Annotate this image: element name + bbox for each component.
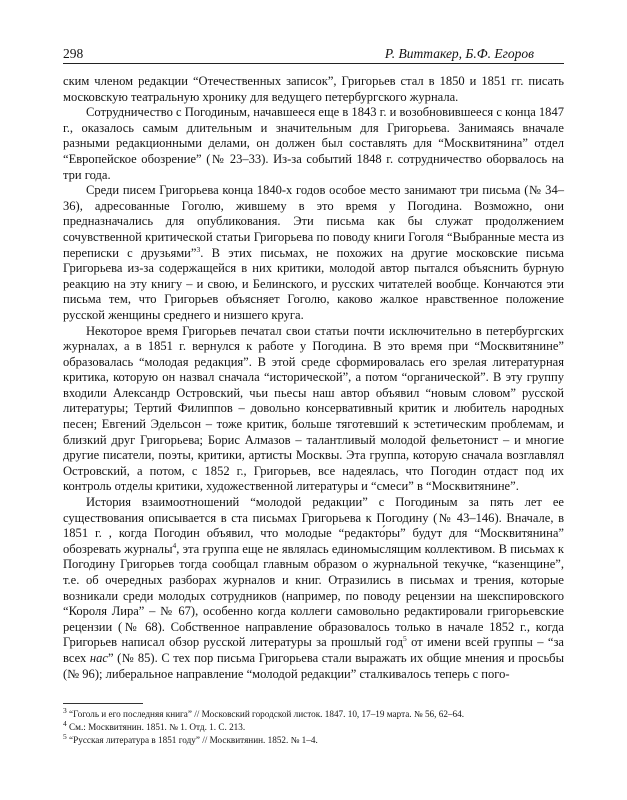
footnotes: [63, 705, 564, 748]
footnote-5: $^5$ “Русская литература в 1851 году” // Москвитянин. 1852. № 1–4.: [63, 732, 318, 746]
footnote-3: $^3$ “Гоголь и его последняя книга” // Московский городской листок. 1847. 10, 17–19 марта. № 56, 62–64.: [63, 705, 464, 719]
footnote-ref-4: 4: [172, 540, 177, 550]
header-rule: [63, 63, 564, 64]
page-header: [63, 44, 564, 62]
paragraph-3: Среди писем Григорьева конца 1840-х годов особое место занимают три письма (№ 34–36), адресованные Гоголю, жившему в это время у Погодина. Возможно, они предназначались для опубликования. Эти письма как бы служат продолжением сочувственной критической статьи Григорьева по поводу книги Гоголя “Выбранные места из переписки с друзьями”$^3$. В этих письмах, не похожих на другие московские письма Григорьева из-за содержащейся в них критики, молодой автор пытался объяснить бурную реакцию на эту книгу – и свою, и Белинского, и русских читателей вообще. Кончаются эти письма тем, что Григорьев объясняет Гоголю, каково жалкое нравственное положение русской женщины среднего и низшего круга.: [63, 183, 565, 322]
footnote-rule: [63, 703, 143, 704]
footnote-4: $^4$ См.: Москвитянин. 1851. № 1. Отд. 1. С. 213.: [63, 719, 246, 733]
page-number: 298: [63, 46, 84, 61]
footnote-ref-3: 3: [196, 244, 201, 254]
paragraph-4: Некоторое время Григорьев печатал свои статьи почти исключительно в петербургских журналах, а в 1851 г. вернулся к работе у Погодина. В это время при “Москвитянине” образовалась “молодая редакция”. В этой среде сформировалась его зрелая литературная критика, которую он назвал сначала “исторической”, а потом “органической”. В эту группу входили Александр Островский, чьи пьесы наш автор объявил “новым словом” русской литературы; Тертий Филиппов – довольно консервативный критик и любитель народных песен; Евгений Эдельсон – тоже критик, больше тяготевший к эстетическим проблемам, и близкий друг Григорьева; Борис Алмазов – талантливый молодой фельетонист – и многие другие писатели, поэты, критики, артисты Москвы. Эта группа, которую сначала возглавлял Островский, а потом, с 1852 г., Григорьев, все надеялась, что Погодин отдаст под их контроль отделы критики, художественной литературы и “смеси” в “Москвитянине”.: [63, 323, 564, 494]
body-text: [63, 74, 564, 682]
paragraph-2: Сотрудничество с Погодиным, начавшееся еще в 1843 г. и возобновившееся с конца 1847 г., оказалось самым длительным и значительным для Григорьева. Занимаясь вначале разными редакционными делами, он должен был составлять для “Москвитянина” отдел “Европейское обозрение” (№ 23–33). Из-за событий 1848 г. сотрудничество оборвалось на три года.: [63, 105, 564, 182]
paragraph-1: ским членом редакции “Отечественных записок”, Григорьев стал в 1850 и 1851 гг. писать московскую театральную хронику для ведущего петербургского журнала.: [63, 74, 564, 104]
footnote-ref-5: 5: [402, 634, 407, 644]
paragraph-5: История взаимоотношений “молодой редакции” с Погодиным за пять лет ее существования описывается в ста письмах Григорьева к Погодину (№ 43–146). Вначале, в 1851 г. , когда Погодин объявил, что молодые “редакто́ры” будут для “Москвитянина” обозревать журналы$^4$, эта группа еще не являлась единомыслящим коллективом. В письмах к Погодину Григорьев тогда сообщал главным образом о журнальной текучке, “казенщине”, т.е. об очередных разборах журналов и книг. Отразились в письмах и трения, которые возникали среди молодых сотрудников (например, по поводу рецензии на шекспировского “Короля Лира” – № 67), особенно когда коллеги самовольно редактировали григорьевские рецензии (№ 68). Собственное направление образовалось только в начале 1852 г., когда Григорьев написал обзор русской литературы за прошлый год$^5$ от имени всей группы – “за всех нас” (№ 85). С тех пор письма Григорьева стали выражать их общие мнения и просьбы (№ 96); либеральное направление “молодой редакции” сталкивалось теперь с пого-: [63, 495, 565, 681]
running-head: Р. Виттакер, Б.Ф. Егоров: [384, 46, 534, 61]
